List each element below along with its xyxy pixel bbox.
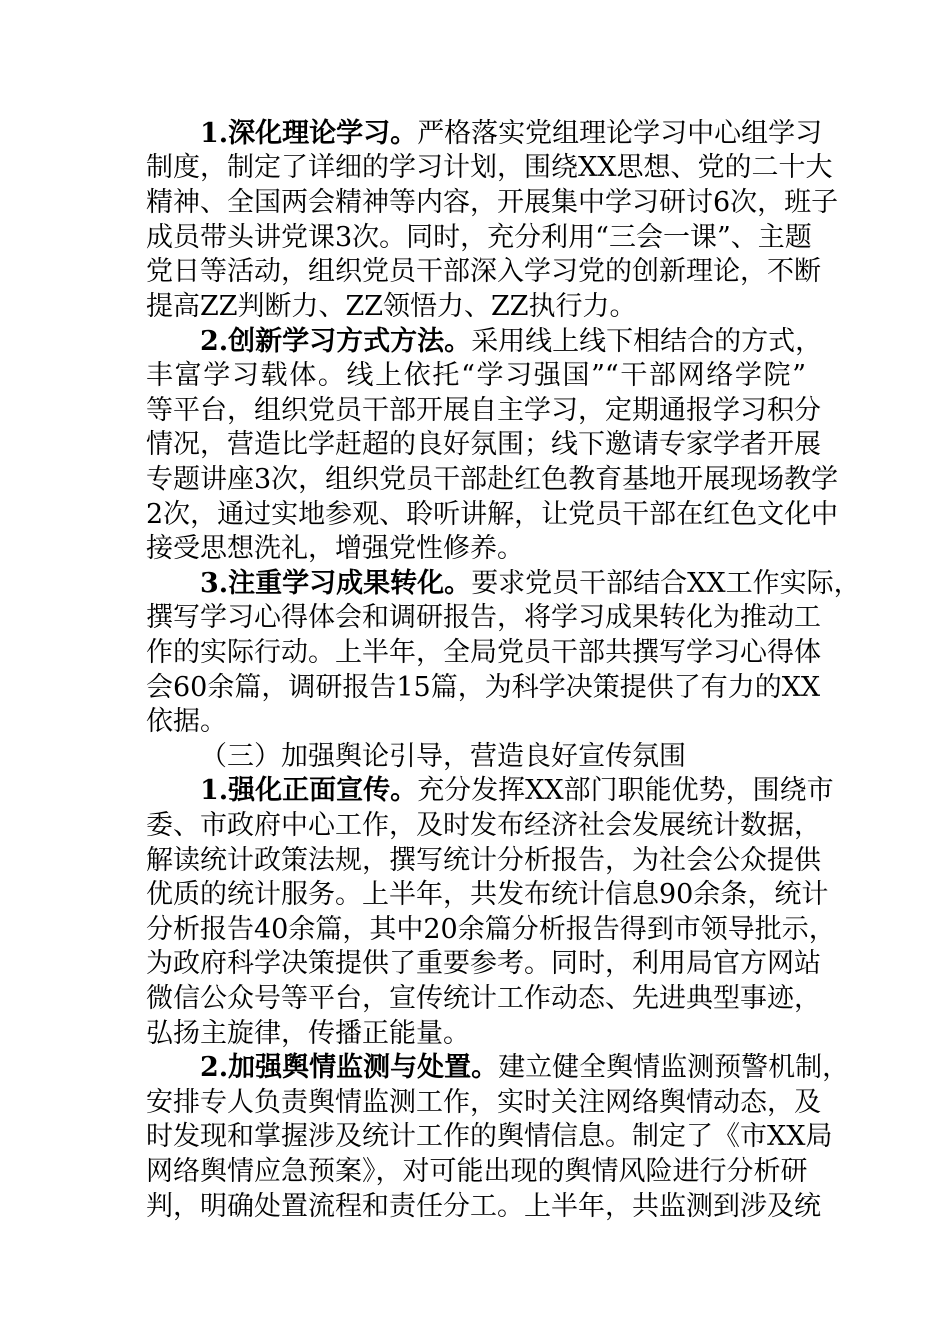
- paragraph-line: 为政府科学决策提供了重要参考。同时，利用局官方网站: [146, 948, 821, 979]
- paragraph-line: 优质的统计服务。上半年，共发布统计信息90余条，统计: [146, 879, 829, 910]
- paragraph-text: 充分发挥XX部门职能优势，围绕市: [417, 775, 834, 806]
- paragraph-line: 撰写学习心得体会和调研报告，将学习成果转化为推动工: [146, 602, 821, 633]
- paragraph-line: 丰富学习载体。线上依托“学习强国”“干部网络学院”: [146, 360, 806, 391]
- paragraph-line: 依据。: [146, 706, 227, 737]
- paragraph-line: 解读统计政策法规，撰写统计分析报告，为社会公众提供: [146, 845, 821, 876]
- paragraph-line: 分析报告40余篇，其中20余篇分析报告得到市领导批示，: [146, 914, 836, 945]
- paragraph-line: [200, 1051, 850, 1085]
- paragraph-line: 精神、全国两会精神等内容，开展集中学习研讨6次，班子: [146, 187, 839, 218]
- paragraph-line: [200, 774, 834, 808]
- paragraph-heading: 1.强化正面宣传。: [200, 775, 418, 806]
- paragraph-line: 弘扬主旋律，传播正能量。: [146, 1018, 470, 1049]
- paragraph-heading: 3.注重学习成果转化。: [200, 568, 472, 599]
- paragraph-line: 作的实际行动。上半年，全局党员干部共撰写学习心得体: [146, 637, 821, 668]
- paragraph-line: 提高ZZ判断力、ZZ领悟力、ZZ执行力。: [146, 291, 637, 322]
- paragraph-line: 专题讲座3次，组织党员干部赴红色教育基地开展现场教学: [146, 464, 839, 495]
- paragraph-line: [200, 117, 823, 151]
- paragraph-line: [200, 567, 861, 601]
- paragraph-line: 判，明确处置流程和责任分工。上半年，共监测到涉及统: [146, 1191, 821, 1222]
- paragraph-line: 会60余篇，调研报告15篇，为科学决策提供了有力的XX: [146, 672, 821, 703]
- paragraph-line: 党日等活动，组织党员干部深入学习党的创新理论，不断: [146, 256, 821, 287]
- paragraph-line: 网络舆情应急预案》，对可能出现的舆情风险进行分析研: [146, 1156, 808, 1187]
- paragraph-text: 采用线上线下相结合的方式，: [471, 326, 823, 357]
- paragraph-line: 微信公众号等平台，宣传统计工作动态、先进典型事迹，: [146, 983, 821, 1014]
- paragraph-text: 建立健全舆情监测预警机制，: [498, 1052, 850, 1083]
- paragraph-line: 时发现和掌握涉及统计工作的舆情信息。制定了《市XX局: [146, 1121, 833, 1152]
- paragraph-line: 委、市政府中心工作，及时发布经济社会发展统计数据，: [146, 810, 821, 841]
- paragraph-heading: 2.加强舆情监测与处置。: [200, 1052, 499, 1083]
- paragraph-line: 成员带头讲党课3次。同时，充分利用“三会一课”、主题: [146, 222, 812, 253]
- paragraph-heading: 1.深化理论学习。: [200, 118, 418, 149]
- paragraph-line: 安排专人负责舆情监测工作，实时关注网络舆情动态，及: [146, 1087, 821, 1118]
- paragraph-line: 2次，通过实地参观、聆听讲解，让党员干部在红色文化中: [146, 499, 839, 530]
- section-title: （三）加强舆论引导，营造良好宣传氛围: [200, 741, 686, 772]
- paragraph-line: 接受思想洗礼，增强党性修养。: [146, 533, 524, 564]
- paragraph-line: 等平台，组织党员干部开展自主学习，定期通报学习积分: [146, 395, 821, 426]
- paragraph-heading: 2.创新学习方式方法。: [200, 326, 472, 357]
- paragraph-line: 情况，营造比学赶超的良好氛围；线下邀请专家学者开展: [146, 429, 821, 460]
- paragraph-line: 制度，制定了详细的学习计划，围绕XX思想、党的二十大: [146, 152, 833, 183]
- paragraph-line: [200, 325, 823, 359]
- paragraph-text: 要求党员干部结合XX工作实际，: [471, 568, 861, 599]
- paragraph-text: 严格落实党组理论学习中心组学习: [417, 118, 823, 149]
